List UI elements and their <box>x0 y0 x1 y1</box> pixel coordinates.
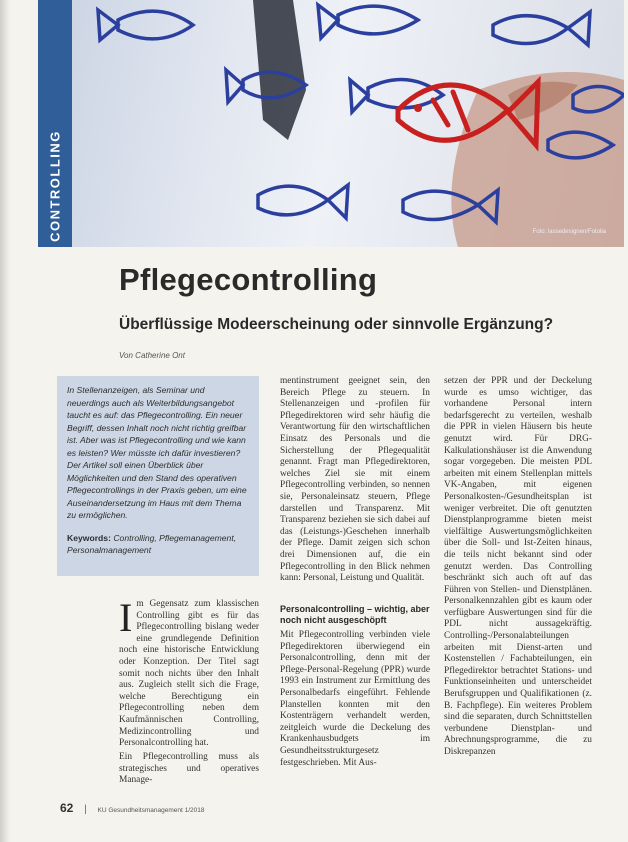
section-tab <box>38 0 72 247</box>
page-edge-shadow <box>0 0 10 842</box>
column-3 <box>444 376 592 759</box>
keywords-text: Controlling, Pflegemanagement, Personalmanagement <box>67 532 237 555</box>
fish-illustration <box>38 0 624 247</box>
column-1-paragraph-2: Ein Pflegecontrolling muss als strategisches und operatives Manage- <box>119 752 259 786</box>
section-label: CONTROLLING <box>47 130 63 242</box>
column-1 <box>119 595 259 750</box>
column-2 <box>280 376 430 585</box>
keywords-label: Keywords: <box>67 532 111 543</box>
hero-image <box>38 0 624 247</box>
byline: Von Catherine Ont <box>119 351 185 360</box>
page-footer <box>60 801 205 815</box>
column-2-paragraph-1: mentinstrument geeignet sein, den Bereich Pflege zu steuern. In Stellenanzeigen und -profilen für Pflegedirektoren wird sehr häufig die Verantwortung für den wirtschaftlichen Einsatz des Personals und die Sicherstellung der Pflegequalität genannt. Fragt man Pflegedirektoren, welches Ziel sie mit einem Pflegecontrolling verbinden, so nennen sie, Personaleinsatz steuern, Pflege darstellen und Transparenz. Mit Transparenz beziehen sie sich dabei auf das (Leistungs-)Geschehen innerhalb der Pflege. Damit zeigen sich schon drei Dimensionen auf, die ein Pflegecontrolling in den Blick nehmen kann: Personal, Leistung und Qualität. <box>280 376 430 584</box>
column-1-paragraph-1: m Gegensatz zum klassischen Controlling gibt es für das Pflegecontrolling bislang weder eine grundlegende Definition noch eine historische Entwicklung oder Konzeption. Der Titel sagt somit noch nichts über den Inhalt aus. Zugleich stellt sich die Frage, welche Berechtigung ein Pflegecontrolling neben dem Kaufmännischen Controlling, Medizincontrolling und Personalcontrolling hat. <box>119 599 259 749</box>
column-2-bottom <box>280 630 430 769</box>
journal-name: KU Gesundheitsmanagement 1/2018 <box>97 807 205 814</box>
article-subtitle: Überflüssige Modeerscheinung oder sinnvolle Ergänzung? <box>119 316 554 333</box>
article-title: Pflegecontrolling <box>119 262 378 297</box>
column-2-heading: Personalcontrolling – wichtig, aber noch nicht ausgeschöpft <box>280 604 430 625</box>
abstract-box <box>57 376 259 576</box>
photo-credit: Foto: lassedesignen/Fotolia <box>532 229 606 235</box>
keywords <box>67 532 249 557</box>
page-number: 62 <box>60 801 74 815</box>
column-1-bottom <box>119 752 259 787</box>
column-2-paragraph-2: Mit Pflegecontrolling verbinden viele Pflegedirektoren überwiegend ein Personalcontrolling, denn mit der Pflege-Personal-Regelung (PPR) wurde 1993 ein Instrument zur Ermittlung des Personalbedarfs eingeführt. Fehlende Planstellen konnten mit den Kostenträgern verhandelt werden, zeitgleich wurde die Deckelung des Krankenhausbudgets im Gesundheitsstrukturgesetz festgeschrieben. Mit Aus- <box>280 630 430 768</box>
footer-separator: | <box>84 804 87 815</box>
drop-cap: I <box>119 595 133 640</box>
column-3-paragraph-1: setzen der PPR und der Deckelung wurde es umso wichtiger, das vorhandene Personal intern bedarfsgerecht zu verteilen, weshalb die PPR in vielen Häusern bis heute genutzt wird. Für DRG-Kalkulationshäuser ist die Anwendung sogar vorgegeben. Die meisten PDL arbeiten mit einem Stellenplan mittels VK-Angaben, mit eigenen Personalkosten-/Gesundheitsplan ist weniger verbreitet. Die oft genutzten Dienstplanprogramme bieten meist vielfältige Auswertungsmöglichkeiten über die Soll- und Ist-Zeiten hinaus, die teils nicht bekannt sind oder genutzt werden. Das Controlling beschränkt sich auch oft auf das Führen von Stellen- und Dienstplänen. Personalkennzahlen gibt es kaum oder verfügbare Auswertungen sind für die PDL nicht aussagekräftig. Controlling-/Personalabteilungen arbeiten mit Dienst-arten und Kostenstellen / Fachabteilungen, ein Pflegedirektor betrachtet Stations- und Funktionseinheiten und unterscheidet Berufsgruppen und Qualifikationen (z. B. Fachpflege). Ein weiteres Problem sind die separaten, durch Schnittstellen verbundene Dienstplan- und Abrechnungsprogramme, die zu Diskrepanzen <box>444 376 592 757</box>
abstract-text: In Stellenanzeigen, als Seminar und neuerdings auch als Weiterbildungsangebot taucht es auf: das Pflegecontrolling. Ein neuer Begriff, dessen Inhalt noch nicht richtig greifbar ist. Aber was ist Pflegecontrolling und wie kann es leisten? Wer müsste ich dafür investieren? Der Artikel soll einen Überblick über Möglichkeiten und den Stand des operativen Pflegecontrollings in der Praxis geben, um eine Auseinandersetzung im Haus mit dem Thema zu ermöglichen. <box>67 385 247 520</box>
